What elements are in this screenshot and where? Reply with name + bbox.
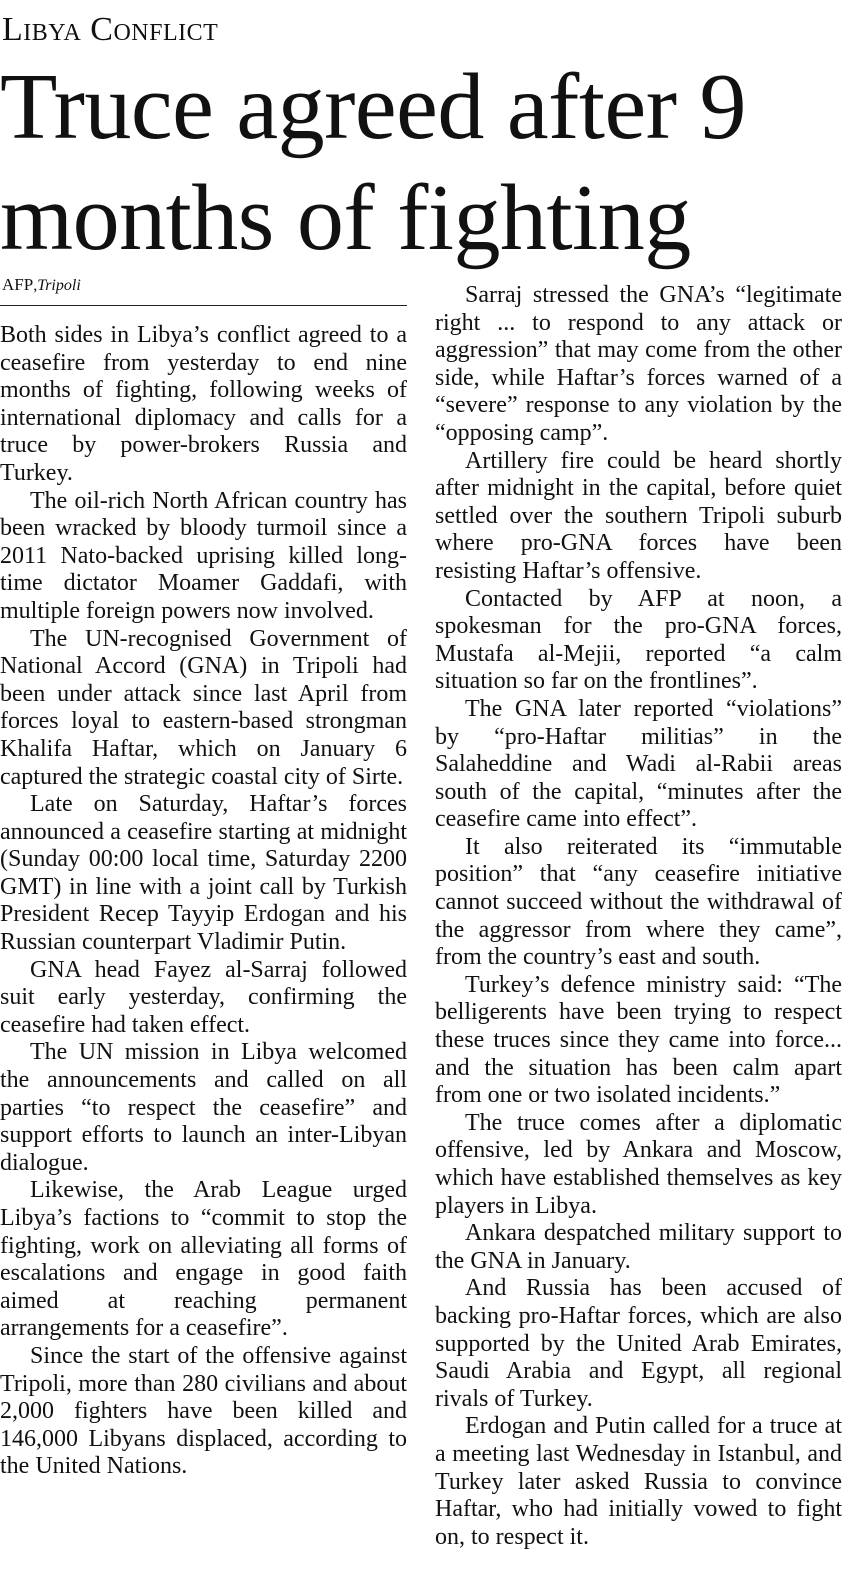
paragraph: Likewise, the Arab League urged Libya’s factions to “commit to stop the fighting, work on alleviating all forms of escalations and engage in good faith aimed at reaching permanent arrangements for a ceasefire”. [0, 1177, 407, 1342]
paragraph: Ankara despatched military support to the GNA in January. [435, 1220, 842, 1274]
paragraph: Late on Saturday, Haftar’s forces announced a ceasefire starting at midnight (Sunday 00:00 local time, Saturday 2200 GMT) in line with a joint call by Turkish President Recep Tayyip Erdogan and his Russian counterpart Vladimir Putin. [0, 791, 407, 956]
article-column-right [435, 282, 842, 1551]
byline [2, 275, 81, 296]
paragraph: The UN mission in Libya welcomed the announcements and called on all parties “to respect the ceasefire” and support efforts to launch an inter-Libyan dialogue. [0, 1039, 407, 1176]
byline-separator: , [33, 277, 38, 294]
paragraph: Since the start of the offensive against Tripoli, more than 280 civilians and about 2,000 fighters have been killed and 146,000 Libyans displaced, according to the United Nations. [0, 1342, 407, 1480]
paragraph: It also reiterated its “immutable position” that “any ceasefire initiative cannot succeed without the withdrawal of the aggressor from where they came”, from the country’s east and south. [435, 833, 842, 971]
headline-line-2: months of fighting [0, 166, 691, 270]
paragraph: The oil-rich North African country has been wracked by bloody turmoil since a 2011 Nato-backed uprising killed long-time dictator Moamer Gaddafi, with multiple foreign powers now involved. [0, 487, 407, 624]
paragraph: Artillery fire could be heard shortly after midnight in the capital, before quiet settled over the southern Tripoli suburb where pro-GNA forces have been resisting Haftar’s offensive. [435, 447, 842, 584]
paragraph: Sarraj stressed the GNA’s “legitimate right ... to respond to any attack or aggression” that may come from the other side, while Haftar’s forces warned of a “severe” response to any violation by the “opposing camp”. [435, 282, 842, 446]
paragraph: GNA head Fayez al-Sarraj followed suit early yesterday, confirming the ceasefire had taken effect. [0, 956, 407, 1038]
paragraph: Turkey’s defence ministry said: “The belligerents have been trying to respect these truces since they came into force... and the situation has been calm apart from one or two isolated incidents.” [435, 971, 842, 1109]
byline-place: Tripoli [37, 277, 81, 294]
paragraph: The UN-recognised Government of National Accord (GNA) in Tripoli had been under attack since last April from forces loyal to eastern-based strongman Khalifa Haftar, which on January 6 captured the strategic coastal city of Sirte. [0, 625, 407, 790]
paragraph: Contacted by AFP at noon, a spokesman for the pro-GNA forces, Mustafa al-Mejii, reported “a calm situation so far on the frontlines”. [435, 585, 842, 695]
byline-agency: AFP [2, 275, 34, 294]
byline-divider [0, 305, 407, 306]
section-kicker: Libya Conflict [2, 11, 219, 48]
headline-line-1: Truce agreed after 9 [0, 55, 746, 159]
article-headline [0, 52, 848, 274]
article-column-left [0, 322, 407, 1481]
paragraph: Both sides in Libya’s conflict agreed to a ceasefire from yesterday to end nine months of fighting, following weeks of international diplomacy and calls for a truce by power-brokers Russia and Turkey. [0, 322, 407, 486]
paragraph: And Russia has been accused of backing pro-Haftar forces, which are also supported by the United Arab Emirates, Saudi Arabia and Egypt, all regional rivals of Turkey. [435, 1275, 842, 1412]
paragraph: Erdogan and Putin called for a truce at a meeting last Wednesday in Istanbul, and Turkey later asked Russia to convince Haftar, who had initially vowed to fight on, to respect it. [435, 1413, 842, 1550]
paragraph: The GNA later reported “violations” by “pro-Haftar militias” in the Salaheddine and Wadi al-Rabii areas south of the capital, “minutes after the ceasefire came into effect”. [435, 695, 842, 833]
paragraph: The truce comes after a diplomatic offensive, led by Ankara and Moscow, which have established themselves as key players in Libya. [435, 1109, 842, 1219]
